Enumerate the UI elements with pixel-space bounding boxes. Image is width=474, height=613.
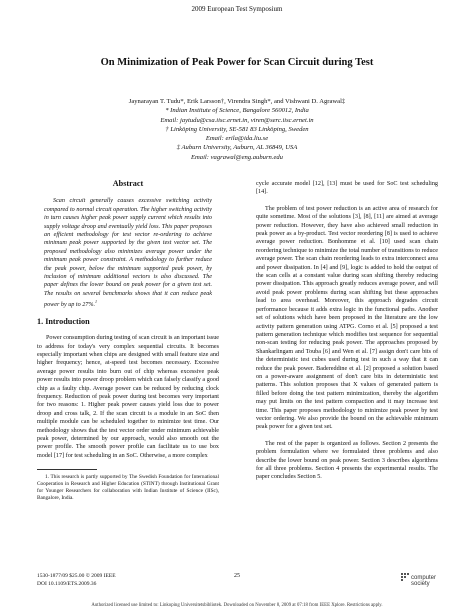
computer-society-logo [400,570,440,590]
logo-text: society [411,581,430,587]
affiliation-line: ‡ Auburn University, Auburn, AL 36849, USA [176,144,298,152]
paper-title: On Minimization of Peak Power for Scan Circuit during Test [100,57,374,68]
abstract-body: Scan circuit generally causes excessive switching activity compared to normal circuit operation. The higher switching activity in turn causes higher peak power supply current which results into supply voltage droop and eventually yield loss. This paper proposes an efficient methodology for test vector re-ordering to achieve minimum peak power supported by the given test vector set. The proposed methodology also minimizes average power under the minimum peak power constraint. A methodology to further reduce the peak power, below the minimum supported peak power, by inclusion of minimum additional vectors is also discussed. The paper defines the lower bound on peak power for a given test set. The results on several benchmarks shows that it can reduce peak power by up to 27%.$^1$ [44,198,212,309]
download-notice: Authorized licensed use limited to: Linkoping Universitetsbibliotek. Downloaded on November 8, 2009 at 07:18 from IEEE Xplore. Restrictions apply. [91,603,383,608]
author-names: Jaynarayan T. Tudu*, Erik Larsson†, Virendra Singh*, and Vishwani D. Agrawal‡ [128,98,346,105]
left-column [37,180,219,502]
author-block [0,97,474,162]
intro-paragraph: Power consumption during testing of scan circuit is an important issue to address for today's very complex sequential circuits. It becomes especially important when chips are designed with small feature size and higher frequency; hence, at-speed test becomes necessary. Excessive average power results into burn out of chip whereas excessive peak power results into power droop problem which can falsely classify a good chip as a faulty chip. Average power can be reduced by reducing clock frequency. Reduction of peak power during test becomes very important for two reasons: 1. Higher peak power causes yield loss due to power droop and cross talk, 2. If the scan circuit is a module in an SoC then multiple module can be scheduled together to minimize test time. Our methodology shows that the test vector order under minimum achievable peak power, determined by our approach, would also smooth out the power profile. The smooth power profile can facilitate us to use box model [17] for test scheduling in an SoC. Otherwise, a more complex [37,335,219,459]
body-paragraph: The rest of the paper is organized as follows. Section 2 presents the problem formulation where we formulated three problems and also describe the lower bound on peak power. Section 3 describes algorithms for all three problems. Section 4 presents the experimental results. The paper concludes Section 5. [256,440,438,481]
affiliation-line: Email: erila@ida.liu.se [205,135,269,143]
section1-heading: 1. Introduction [37,316,90,326]
doi-line: DOI 10.1109/ETS.2009.36 [37,580,97,587]
conference-header: 2009 European Test Symposium [191,5,283,13]
copyright-line: 1530-1877/09 $25.00 © 2009 IEEE [37,573,116,579]
page-number: 25 [234,573,240,579]
body-paragraph: cycle accurate model [12], [13] must be used for SoC test scheduling [14]. [256,181,438,196]
footnote-rule [37,469,97,470]
abstract-footnote-mark: 1 [95,299,97,305]
logo-text: computer [411,575,437,581]
abstract-heading: Abstract [112,179,144,188]
right-column [256,180,438,482]
affiliation-line: † Linköping University, SE-581 83 Linköping, Sweden [165,125,309,133]
footnote: 1. This research is partly supported by The Swedish Foundation for International Cooperation in Research and Higher Education (STINT) through Institutional Grant for Younger Researchers for collaboration with Indian Institute of Science (IISc), Bangalore, India. [37,474,219,502]
affiliation-line: Email: jaytudu@csa.iisc.ernet.in, viren@serc.iisc.ernet.in [160,116,314,124]
affiliations [0,106,474,162]
affiliation-line: * Indian Institute of Science, Bangalore 560012, India [165,107,309,115]
affiliation-line: Email: vagrawal@eng.auburn.edu [191,153,283,161]
body-paragraph: The problem of test power reduction is an active area of research for quite sometime. Most of the solutions [3], [8], [11] are aimed at average power reduction. However, they have also achieved small reduction in peak power as a by-product. Test vector reordering [8] is used to achieve average power reduction. Bonhomme et al. [10] used scan chain reordering technique to minimize the total number of transitions to reduce average power. The scan chain reordering leads to extra interconnect area and power dissipation. In [4] and [9], logic is added to hold the output of the scan cells at a constant value during scan shifting thereby reducing power dissipation. This approach greatly reduces average power, and will avoid peak power problems during scan shifting but these approaches lead to area overhead. Moreover, this approach degrades circuit performance because it adds extra logic in the functional paths. Another set of solutions which have been proposed in the literature are the low activity pattern generation using ATPG. Corno et al. [5] proposed a test pattern generation technique which modifies test sequence for sequential non-scan testing for reducing peak power. The approaches proposed by Shankarlingam and Touba [6] and Wen et al. [7] assign don't care bits of the deterministic test cubes used during test in such a way that it can reduce the peak power. Badereddine et al. [2] proposed a solution based on a power-aware assignment of don't care bits in deterministic test patterns. This solution proposes that X values of generated pattern is filled before doing the test pattern minimization, thereby the algorithm may put limits on the test pattern compaction and it may increase test time. This paper proposes methodology to minimize peak power by test vector ordering. We also provide the bound on the achievable minimum peak power for a given test set. [256,205,438,431]
